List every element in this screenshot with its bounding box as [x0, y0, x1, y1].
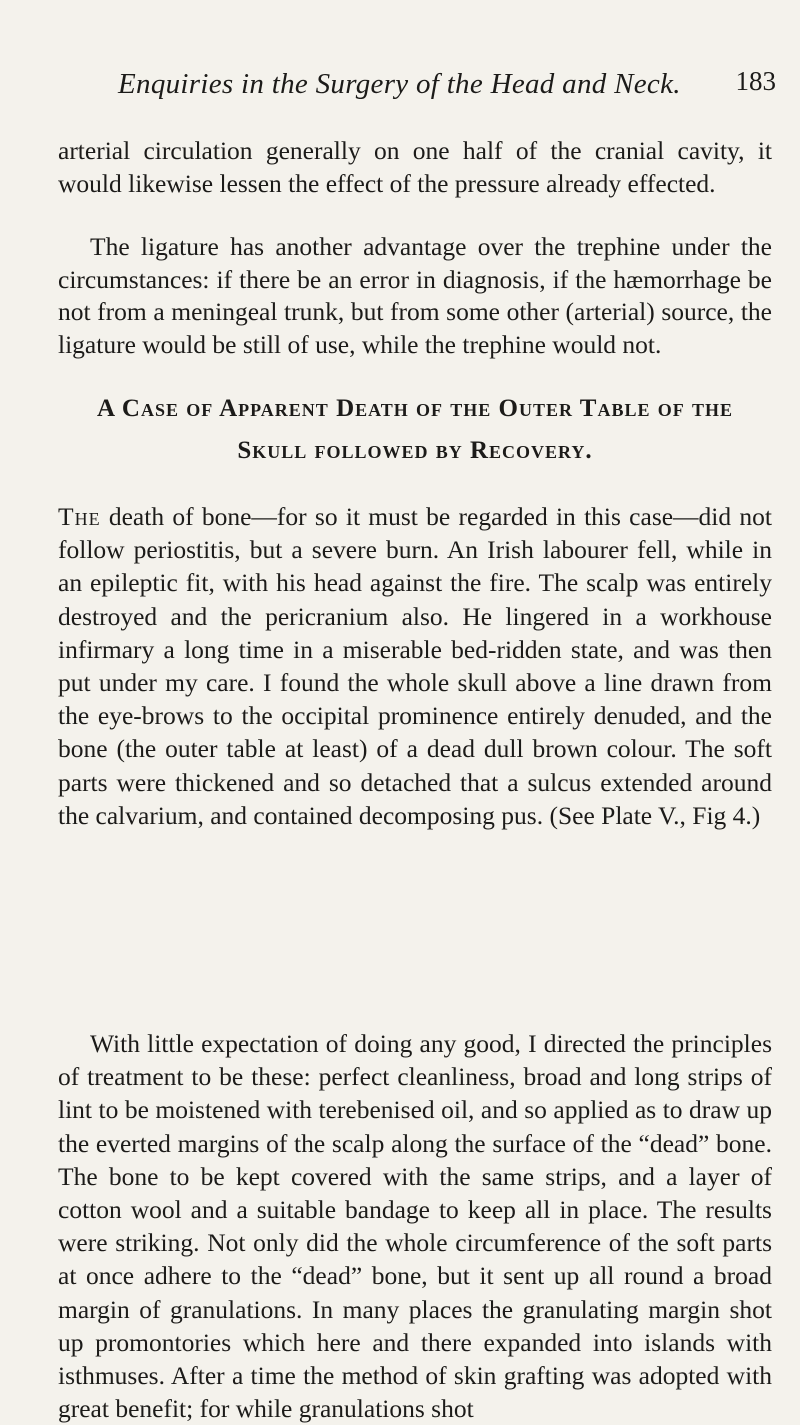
case-description-text: death of bone—for so it must be regarded in this case—did not follow periostitis, but a severe burn. An Irish labourer fell, while in an epileptic fit, with his head against the fire. The scalp was entirely destroyed and the pericranium also. He lingered in a workhouse infirmary a long time in a miserable bed-ridden state, and was then put under my care. I found the whole skull above a line drawn from the eye-brows to the occipital prominence entirely denuded, and the bone (the outer table at least) of a dead dull brown colour. The soft parts were thickened and so detached that a sulcus extended around the calvarium, and contained decomposing pus. (See Plate V., Fig 4.): [58, 502, 772, 830]
paragraph-treatment: With little expectation of doing any good, I directed the principles of treatment to be these: perfect cleanliness, broad and long strips of lint to be moistened with terebenised oil, and so applied as to draw up the everted margins of the scalp along the surface of the “dead” bone. The bone to be kept covered with the same strips, and a layer of cotton wool and a suitable bandage to keep all in place. The results were striking. Not only did the whole circumference of the soft parts at once adhere to the “dead” bone, but it sent up all round a broad margin of granulations. In many places the granulating margin shot up promontories which here and there expanded into islands with isthmuses. After a time the method of skin grafting was adopted with great benefit; for while granulations shot: [58, 1029, 772, 1424]
lead-word: The: [58, 502, 101, 531]
page-number: 183: [735, 66, 776, 96]
paragraph-case-description: [58, 500, 772, 832]
running-head: Enquiries in the Surgery of the Head and Neck.: [118, 68, 681, 100]
section-heading-line-2: Skull followed by Recovery.: [237, 437, 593, 464]
paragraph-continuation: arterial circulation generally on one half of the cranial cavity, it would likewise lessen the effect of the pressure already effected.: [58, 136, 772, 198]
section-heading-line-1: A Case of Apparent Death of the Outer Table of the: [96, 395, 734, 422]
paragraph-ligature: The ligature has another advantage over the trephine under the circumstances: if there be an error in diagnosis, if the hæmorrhage be not from a meningeal trunk, but from some other (arterial) source, the ligature would be still of use, while the trephine would not.: [58, 232, 772, 359]
section-heading: [58, 388, 772, 472]
